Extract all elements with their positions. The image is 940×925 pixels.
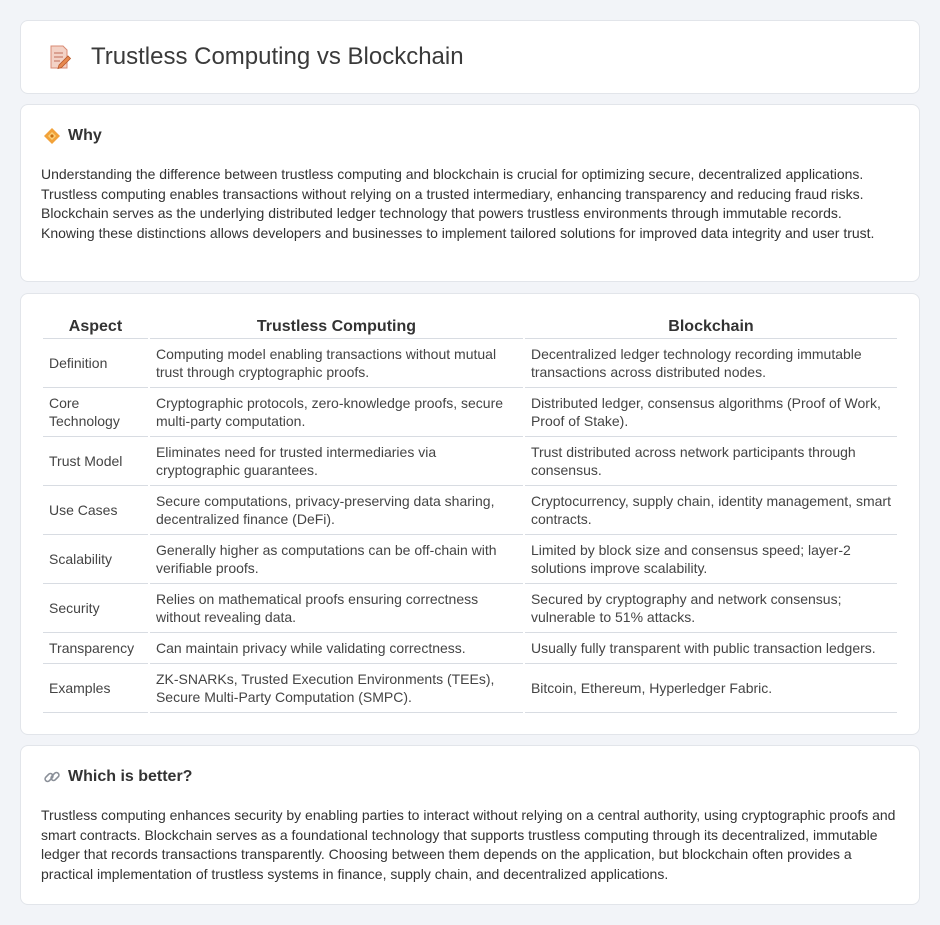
comparison-table bbox=[41, 316, 899, 713]
which-is-better-text: Trustless computing enhances security by enabling parties to interact without relying on a central authority, using cryptographic proofs and smart contracts. Blockchain serves as a foundational technology that supports trustless computing through its decentralized, immutable ledger that records transactions transparently. Choosing between them depends on the application, but blockchain often provides a practical implementation of trustless systems in finance, supply chain, and decentralized applications. bbox=[41, 807, 896, 882]
which-is-better-section bbox=[20, 745, 920, 905]
table-row bbox=[43, 437, 897, 486]
table-header-row bbox=[43, 316, 897, 339]
trustless-cell: Relies on mathematical proofs ensuring correctness without revealing data. bbox=[150, 584, 523, 633]
header-blockchain: Blockchain bbox=[525, 316, 897, 339]
comparison-table-card bbox=[20, 293, 920, 735]
document-pen-icon bbox=[45, 43, 73, 71]
trustless-cell: Secure computations, privacy-preserving data sharing, decentralized finance (DeFi). bbox=[150, 486, 523, 535]
aspect-cell: Examples bbox=[43, 664, 148, 713]
aspect-cell: Definition bbox=[43, 339, 148, 388]
why-heading: Why bbox=[68, 127, 102, 144]
aspect-cell: Trust Model bbox=[43, 437, 148, 486]
table-row bbox=[43, 388, 897, 437]
table-row bbox=[43, 339, 897, 388]
trustless-cell: Eliminates need for trusted intermediaries via cryptographic guarantees. bbox=[150, 437, 523, 486]
table-row bbox=[43, 584, 897, 633]
table-row bbox=[43, 535, 897, 584]
why-text: Understanding the difference between trustless computing and blockchain is crucial for optimizing secure, decentralized applications. Trustless computing enables transactions without relying on a trusted intermediary, enhancing transparency and reducing fraud risks. Blockchain serves as the underlying distributed ledger technology that powers trustless environments through immutable records. Knowing these distinctions allows developers and businesses to implement tailored solutions for improved data integrity and user trust. bbox=[41, 166, 875, 241]
why-section bbox=[20, 104, 920, 282]
diamond-sparkle-icon bbox=[43, 127, 61, 145]
aspect-cell: Core Technology bbox=[43, 388, 148, 437]
title-card bbox=[20, 20, 920, 94]
blockchain-cell: Decentralized ledger technology recording immutable transactions across distributed nodes. bbox=[525, 339, 897, 388]
which-is-better-heading: Which is better? bbox=[68, 768, 193, 785]
trustless-cell: Generally higher as computations can be off-chain with verifiable proofs. bbox=[150, 535, 523, 584]
blockchain-cell: Usually fully transparent with public transaction ledgers. bbox=[525, 633, 897, 664]
aspect-cell: Use Cases bbox=[43, 486, 148, 535]
table-row bbox=[43, 664, 897, 713]
table-row bbox=[43, 486, 897, 535]
header-trustless-computing: Trustless Computing bbox=[150, 316, 523, 339]
table-row bbox=[43, 633, 897, 664]
trustless-cell: Can maintain privacy while validating correctness. bbox=[150, 633, 523, 664]
trustless-cell: ZK-SNARKs, Trusted Execution Environments (TEEs), Secure Multi-Party Computation (SMPC). bbox=[150, 664, 523, 713]
blockchain-cell: Limited by block size and consensus speed; layer-2 solutions improve scalability. bbox=[525, 535, 897, 584]
trustless-cell: Computing model enabling transactions without mutual trust through cryptographic proofs. bbox=[150, 339, 523, 388]
blockchain-cell: Trust distributed across network participants through consensus. bbox=[525, 437, 897, 486]
link-icon bbox=[43, 768, 61, 786]
blockchain-cell: Cryptocurrency, supply chain, identity management, smart contracts. bbox=[525, 486, 897, 535]
aspect-cell: Scalability bbox=[43, 535, 148, 584]
aspect-cell: Transparency bbox=[43, 633, 148, 664]
blockchain-cell: Distributed ledger, consensus algorithms (Proof of Work, Proof of Stake). bbox=[525, 388, 897, 437]
page-title: Trustless Computing vs Blockchain bbox=[91, 43, 464, 70]
blockchain-cell: Bitcoin, Ethereum, Hyperledger Fabric. bbox=[525, 664, 897, 713]
trustless-cell: Cryptographic protocols, zero-knowledge proofs, secure multi-party computation. bbox=[150, 388, 523, 437]
blockchain-cell: Secured by cryptography and network consensus; vulnerable to 51% attacks. bbox=[525, 584, 897, 633]
header-aspect: Aspect bbox=[43, 316, 148, 339]
aspect-cell: Security bbox=[43, 584, 148, 633]
